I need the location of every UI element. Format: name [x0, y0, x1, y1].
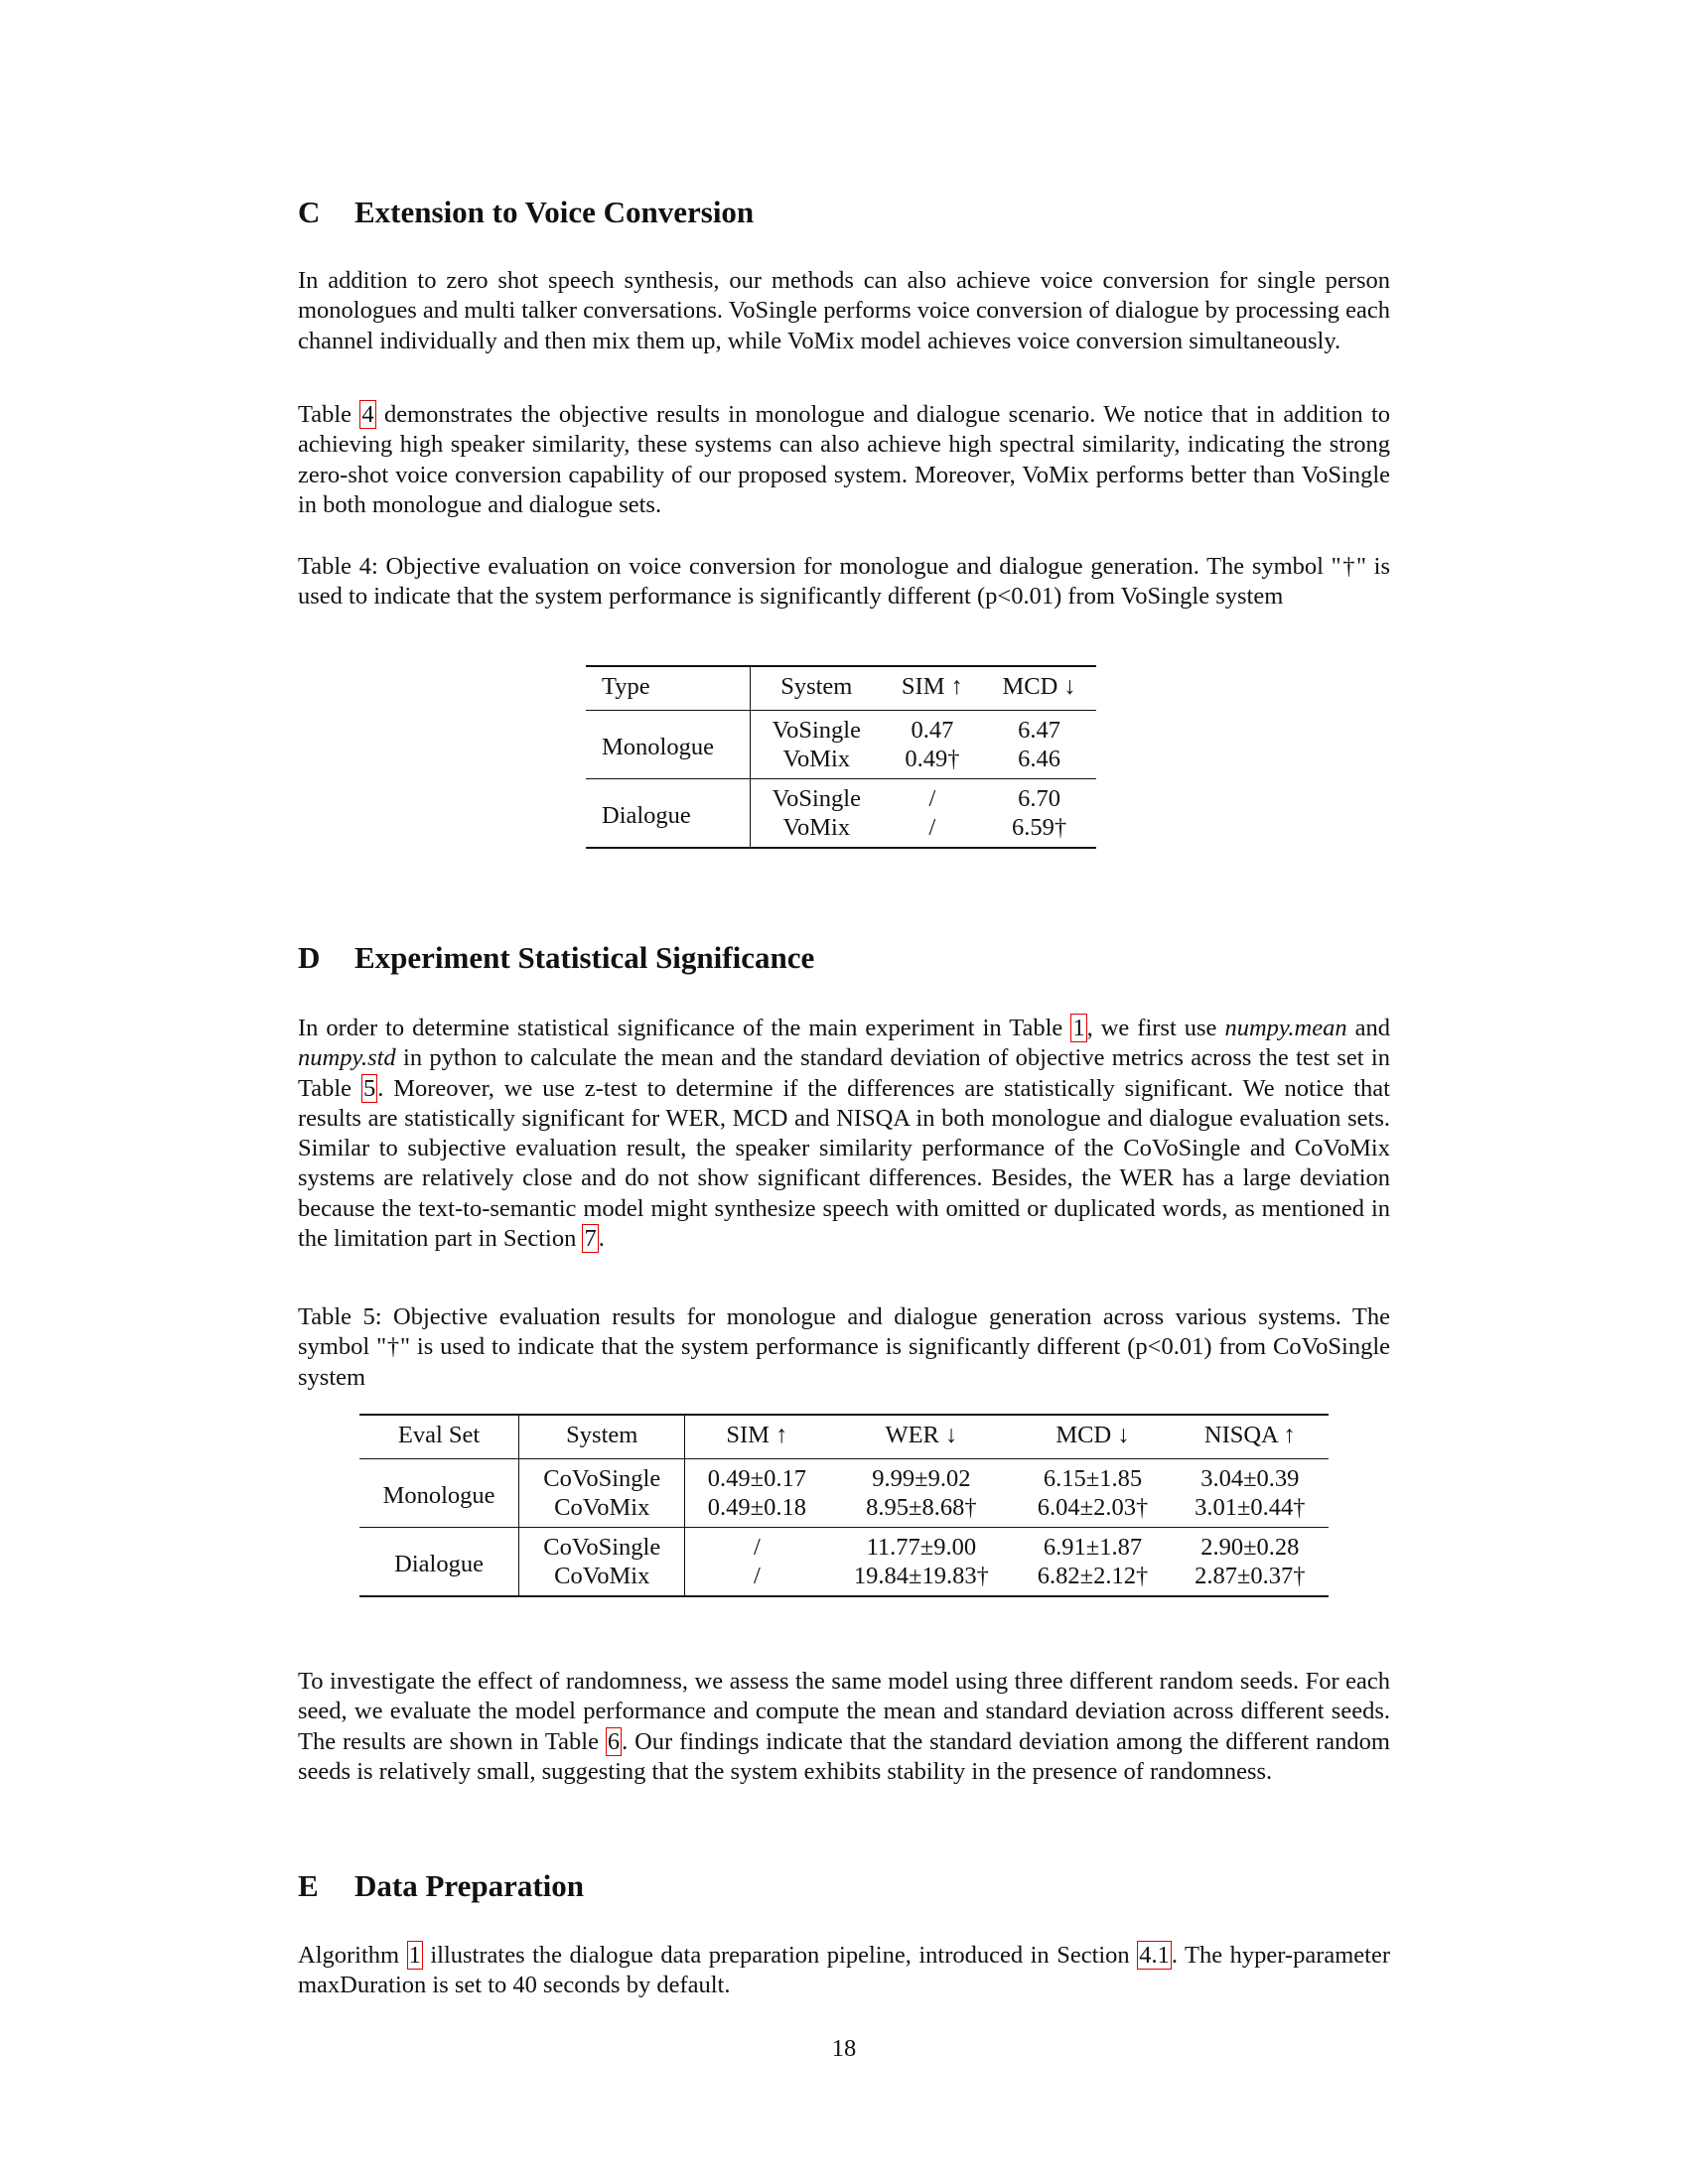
table-5-header-row: Eval Set System SIM ↑ WER ↓ MCD ↓ NISQA ↑	[359, 1415, 1329, 1459]
section-c-heading: C Extension to Voice Conversion	[298, 195, 755, 229]
table-row: CoVoMix / 19.84±19.83† 6.82±2.12† 2.87±0.37†	[359, 1562, 1329, 1596]
table-row: Monologue VoSingle 0.47 6.47	[586, 711, 1096, 746]
table-5-link[interactable]: 5	[362, 1074, 376, 1102]
section-e-heading: E Data Preparation	[298, 1868, 585, 1903]
table-5	[359, 1414, 1329, 1597]
table-4-caption: Table 4: Objective evaluation on voice conversion for monologue and dialogue generation. The symbol "†" is used to indicate that the system performance is significantly different (p<0.01) from VoSingle system	[298, 553, 1390, 611]
table-row: Dialogue VoSingle / 6.70	[586, 779, 1096, 814]
table-4-header-row: Type System SIM ↑ MCD ↓	[586, 666, 1096, 711]
paragraph-c1: In addition to zero shot speech synthesis, our methods can also achieve voice conversion for single person monologues and multi talker conversations. VoSingle performs voice conversion of dialogue by processing each channel individually and then mix them up, while VoMix model achieves voice conversion simultaneously.	[298, 267, 1390, 354]
paragraph-e1: Algorithm 1 illustrates the dialogue data preparation pipeline, introduced in Section 4.1. The hyper-parameter maxDuration is set to 40 seconds by default.	[298, 1942, 1390, 1999]
table-row: CoVoMix 0.49±0.18 8.95±8.68† 6.04±2.03† 3.01±0.44†	[359, 1493, 1329, 1528]
table-row: Dialogue CoVoSingle / 11.77±9.00 6.91±1.87 2.90±0.28	[359, 1528, 1329, 1563]
table-row: Monologue CoVoSingle 0.49±0.17 9.99±9.02 6.15±1.85 3.04±0.39	[359, 1459, 1329, 1494]
table-row: VoMix 0.49† 6.46	[782, 746, 1060, 772]
section-7-link[interactable]: 7	[584, 1225, 597, 1253]
table-5-caption: Table 5: Objective evaluation results for monologue and dialogue generation across various systems. The symbol "†" is used to indicate that the system performance is significantly different (p<0.01) from CoVoSingle system	[298, 1303, 1390, 1391]
section-4-1-link[interactable]: 4.1	[1139, 1942, 1170, 1969]
table-1-link[interactable]: 1	[1072, 1015, 1085, 1041]
paragraph-c2: Table 4 demonstrates the objective results in monologue and dialogue scenario. We notice that in addition to achieving high speaker similarity, these systems can also achieve high spectral similarity, indicating the strong zero-shot voice conversion capability of our proposed system. Moreover, VoMix performs better than VoSingle in both monologue and dialogue sets.	[298, 401, 1391, 518]
table-4-link[interactable]: 4	[361, 401, 374, 428]
table-6-link[interactable]: 6	[607, 1727, 621, 1755]
section-d-heading: D Experiment Statistical Significance	[298, 940, 815, 975]
algorithm-1-link[interactable]: 1	[408, 1942, 421, 1969]
paragraph-d1: In order to determine statistical significance of the main experiment in Table 1, we first use numpy.mean and numpy.std in python to calculate the mean and the standard deviation of objective metrics across the test set in Table 5. Moreover, we use z-test to determine if the differences are statistically significant. We notice that results are statistically significant for WER, MCD and NISQA in both monologue and dialogue evaluation sets. Similar to subjective evaluation result, the speaker similarity performance of the CoVoSingle and CoVoMix systems are relatively close and do not show significant differences. Besides, the WER has a large deviation because the text-to-semantic model might synthesize speech with omitted or duplicated words, as mentioned in the limitation part in Section 7.	[298, 1015, 1390, 1253]
paragraph-d2: To investigate the effect of randomness, we assess the same model using three different random seeds. For each seed, we evaluate the model performance and compute the mean and standard deviation across different seeds. The results are shown in Table 6. Our findings indicate that the standard deviation among the different random seeds is relatively small, suggesting that the system exhibits stability in the presence of randomness.	[298, 1668, 1390, 1785]
table-4	[586, 665, 1096, 849]
page-number: 18	[831, 2035, 857, 2062]
table-row: VoMix / 6.59†	[586, 813, 1096, 848]
